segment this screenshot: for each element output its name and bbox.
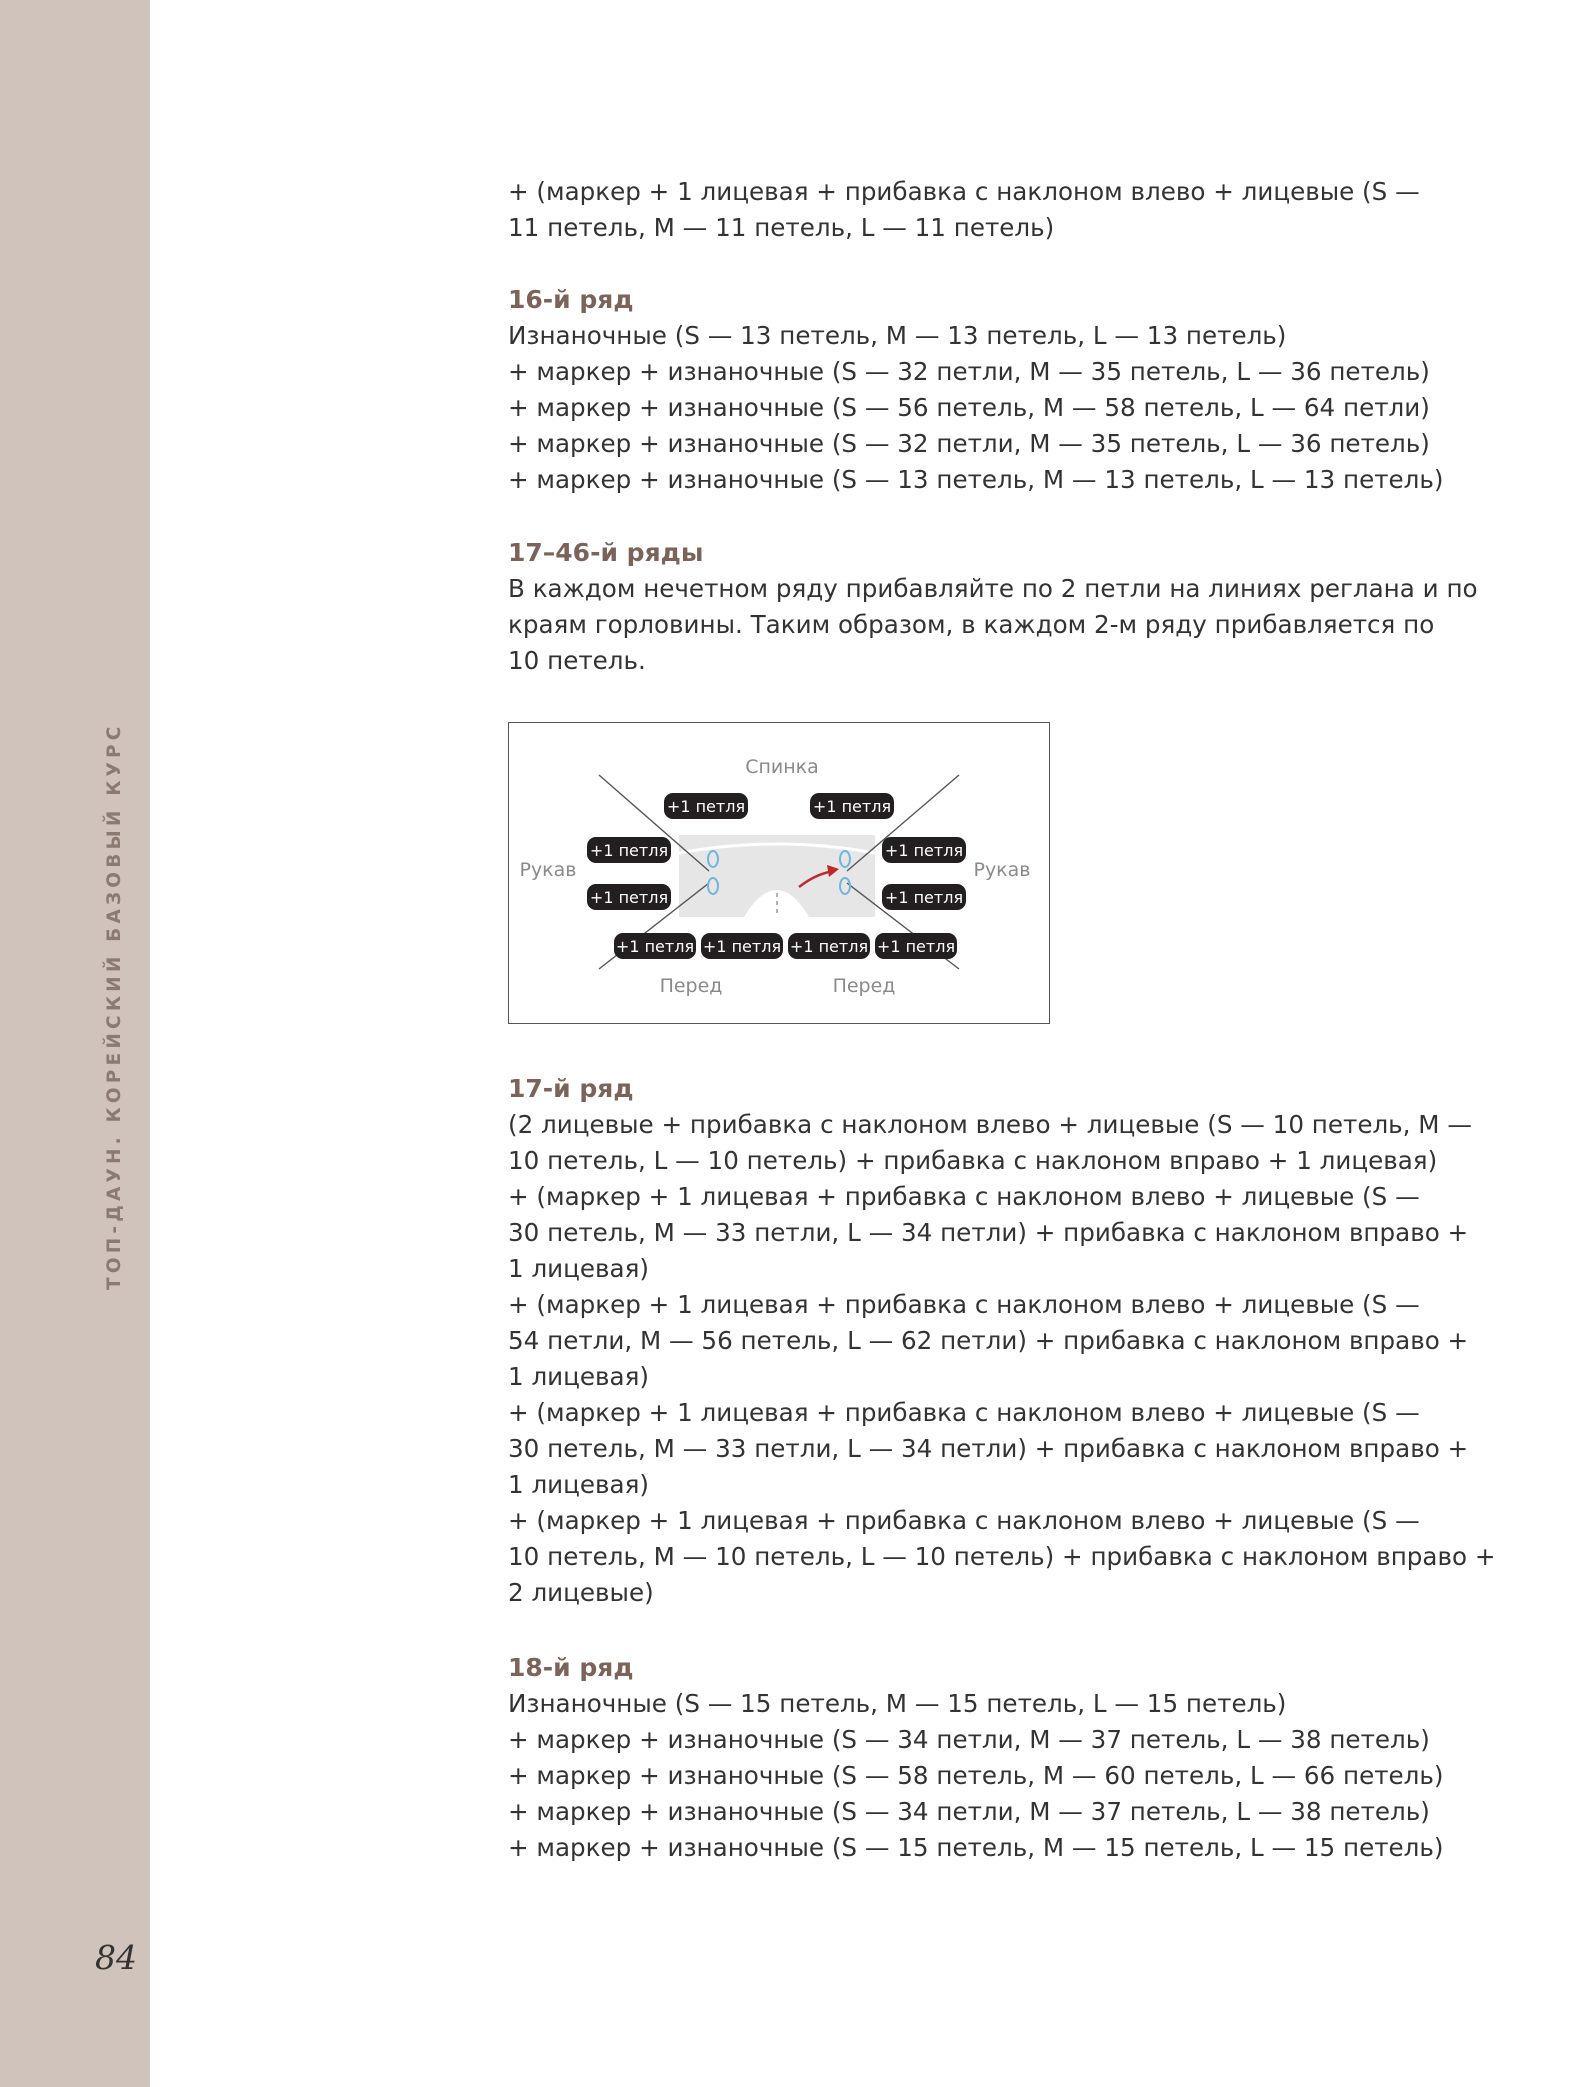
- text-line: + (маркер + 1 лицевая + прибавка с наклоном влево + лицевые (S —: [508, 177, 1420, 206]
- text-line: 30 петель, M — 33 петли, L — 34 петли) + прибавка с наклоном вправо +: [508, 1218, 1469, 1247]
- increase-pill: [587, 837, 671, 863]
- increase-pill: [587, 884, 671, 910]
- text-line: 11 петель, M — 11 петель, L — 11 петель): [508, 213, 1055, 242]
- row18-heading: 18-й ряд: [508, 1653, 634, 1682]
- svg-text:+1 петля: +1 петля: [876, 937, 956, 956]
- row16-heading: 16-й ряд: [508, 285, 634, 314]
- sidebar-band: [0, 0, 150, 2087]
- text-line: + маркер + изнаночные (S — 34 петли, M — 37 петель, L — 38 петель): [508, 1797, 1430, 1826]
- label-sleeve-left: Рукав: [519, 859, 577, 881]
- text-line: + маркер + изнаночные (S — 56 петель, M — 58 петель, L — 64 петли): [508, 393, 1430, 422]
- text-line: В каждом нечетном ряду прибавляйте по 2 петли на линиях реглана и по: [508, 574, 1478, 603]
- text-line: Изнаночные (S — 15 петель, M — 15 петель, L — 15 петель): [508, 1689, 1287, 1718]
- svg-text:+1 петля: +1 петля: [702, 937, 782, 956]
- text-line: 30 петель, M — 33 петли, L — 34 петли) + прибавка с наклоном вправо +: [508, 1434, 1469, 1463]
- text-line: 1 лицевая): [508, 1362, 649, 1391]
- text-line: (2 лицевые + прибавка с наклоном влево + лицевые (S — 10 петель, M —: [508, 1110, 1472, 1139]
- svg-text:+1 петля: +1 петля: [589, 888, 669, 907]
- label-front-right: Перед: [832, 975, 896, 997]
- row16-paragraph: [508, 318, 1443, 498]
- text-line: 10 петель, M — 10 петель, L — 10 петель) + прибавка с наклоном вправо +: [508, 1542, 1496, 1571]
- svg-text:+1 петля: +1 петля: [789, 937, 869, 956]
- text-line: + (маркер + 1 лицевая + прибавка с наклоном влево + лицевые (S —: [508, 1506, 1420, 1535]
- text-line: 1 лицевая): [508, 1254, 649, 1283]
- increase-pill: [875, 933, 957, 959]
- text-line: + (маркер + 1 лицевая + прибавка с наклоном влево + лицевые (S —: [508, 1182, 1420, 1211]
- increase-pill: [788, 933, 870, 959]
- text-line: + маркер + изнаночные (S — 15 петель, M — 15 петель, L — 15 петель): [508, 1833, 1444, 1862]
- raglan-diagram: [508, 722, 1050, 1024]
- text-line: + маркер + изнаночные (S — 13 петель, M — 13 петель, L — 13 петель): [508, 465, 1444, 494]
- svg-text:+1 петля: +1 петля: [812, 797, 892, 816]
- increase-pill: [614, 933, 696, 959]
- svg-text:+1 петля: +1 петля: [884, 841, 964, 860]
- text-line: Изнаночные (S — 13 петель, M — 13 петель, L — 13 петель): [508, 321, 1287, 350]
- increase-pill: [701, 933, 783, 959]
- text-line: 1 лицевая): [508, 1470, 649, 1499]
- row17-heading: 17-й ряд: [508, 1074, 634, 1103]
- increase-pill: [882, 884, 966, 910]
- rows17-46-heading: 17–46-й ряды: [508, 538, 704, 567]
- intro-paragraph: [508, 174, 1420, 246]
- running-title: ТОП-ДАУН. КОРЕЙСКИЙ БАЗОВЫЙ КУРС: [104, 722, 125, 1290]
- text-line: + (маркер + 1 лицевая + прибавка с наклоном влево + лицевые (S —: [508, 1398, 1420, 1427]
- increase-pill: [664, 793, 748, 819]
- label-back: Спинка: [745, 756, 819, 778]
- text-line: 10 петель.: [508, 646, 646, 675]
- rows17-46-paragraph: [508, 571, 1478, 679]
- increase-pill: [810, 793, 894, 819]
- text-line: + маркер + изнаночные (S — 32 петли, M — 35 петель, L — 36 петель): [508, 357, 1430, 386]
- raglan-diagram-svg: [509, 723, 1049, 1023]
- text-line: + маркер + изнаночные (S — 34 петли, M — 37 петель, L — 38 петель): [508, 1725, 1430, 1754]
- text-line: 10 петель, L — 10 петель) + прибавка с наклоном вправо + 1 лицевая): [508, 1146, 1438, 1175]
- svg-text:+1 петля: +1 петля: [589, 841, 669, 860]
- label-sleeve-right: Рукав: [973, 859, 1031, 881]
- row17-paragraph: [508, 1107, 1495, 1611]
- label-front-left: Перед: [659, 975, 723, 997]
- row18-paragraph: [508, 1686, 1443, 1866]
- svg-text:+1 петля: +1 петля: [666, 797, 746, 816]
- text-line: + маркер + изнаночные (S — 32 петли, M — 35 петель, L — 36 петель): [508, 429, 1430, 458]
- text-line: 2 лицевые): [508, 1578, 654, 1607]
- increase-pill: [882, 837, 966, 863]
- text-line: + маркер + изнаночные (S — 58 петель, M — 60 петель, L — 66 петель): [508, 1761, 1444, 1790]
- page-number: 84: [95, 1938, 137, 1977]
- text-line: 54 петли, M — 56 петель, L — 62 петли) + прибавка с наклоном вправо +: [508, 1326, 1469, 1355]
- text-line: краям горловины. Таким образом, в каждом 2-м ряду прибавляется по: [508, 610, 1435, 639]
- text-line: + (маркер + 1 лицевая + прибавка с наклоном влево + лицевые (S —: [508, 1290, 1420, 1319]
- svg-text:+1 петля: +1 петля: [884, 888, 964, 907]
- svg-text:+1 петля: +1 петля: [615, 937, 695, 956]
